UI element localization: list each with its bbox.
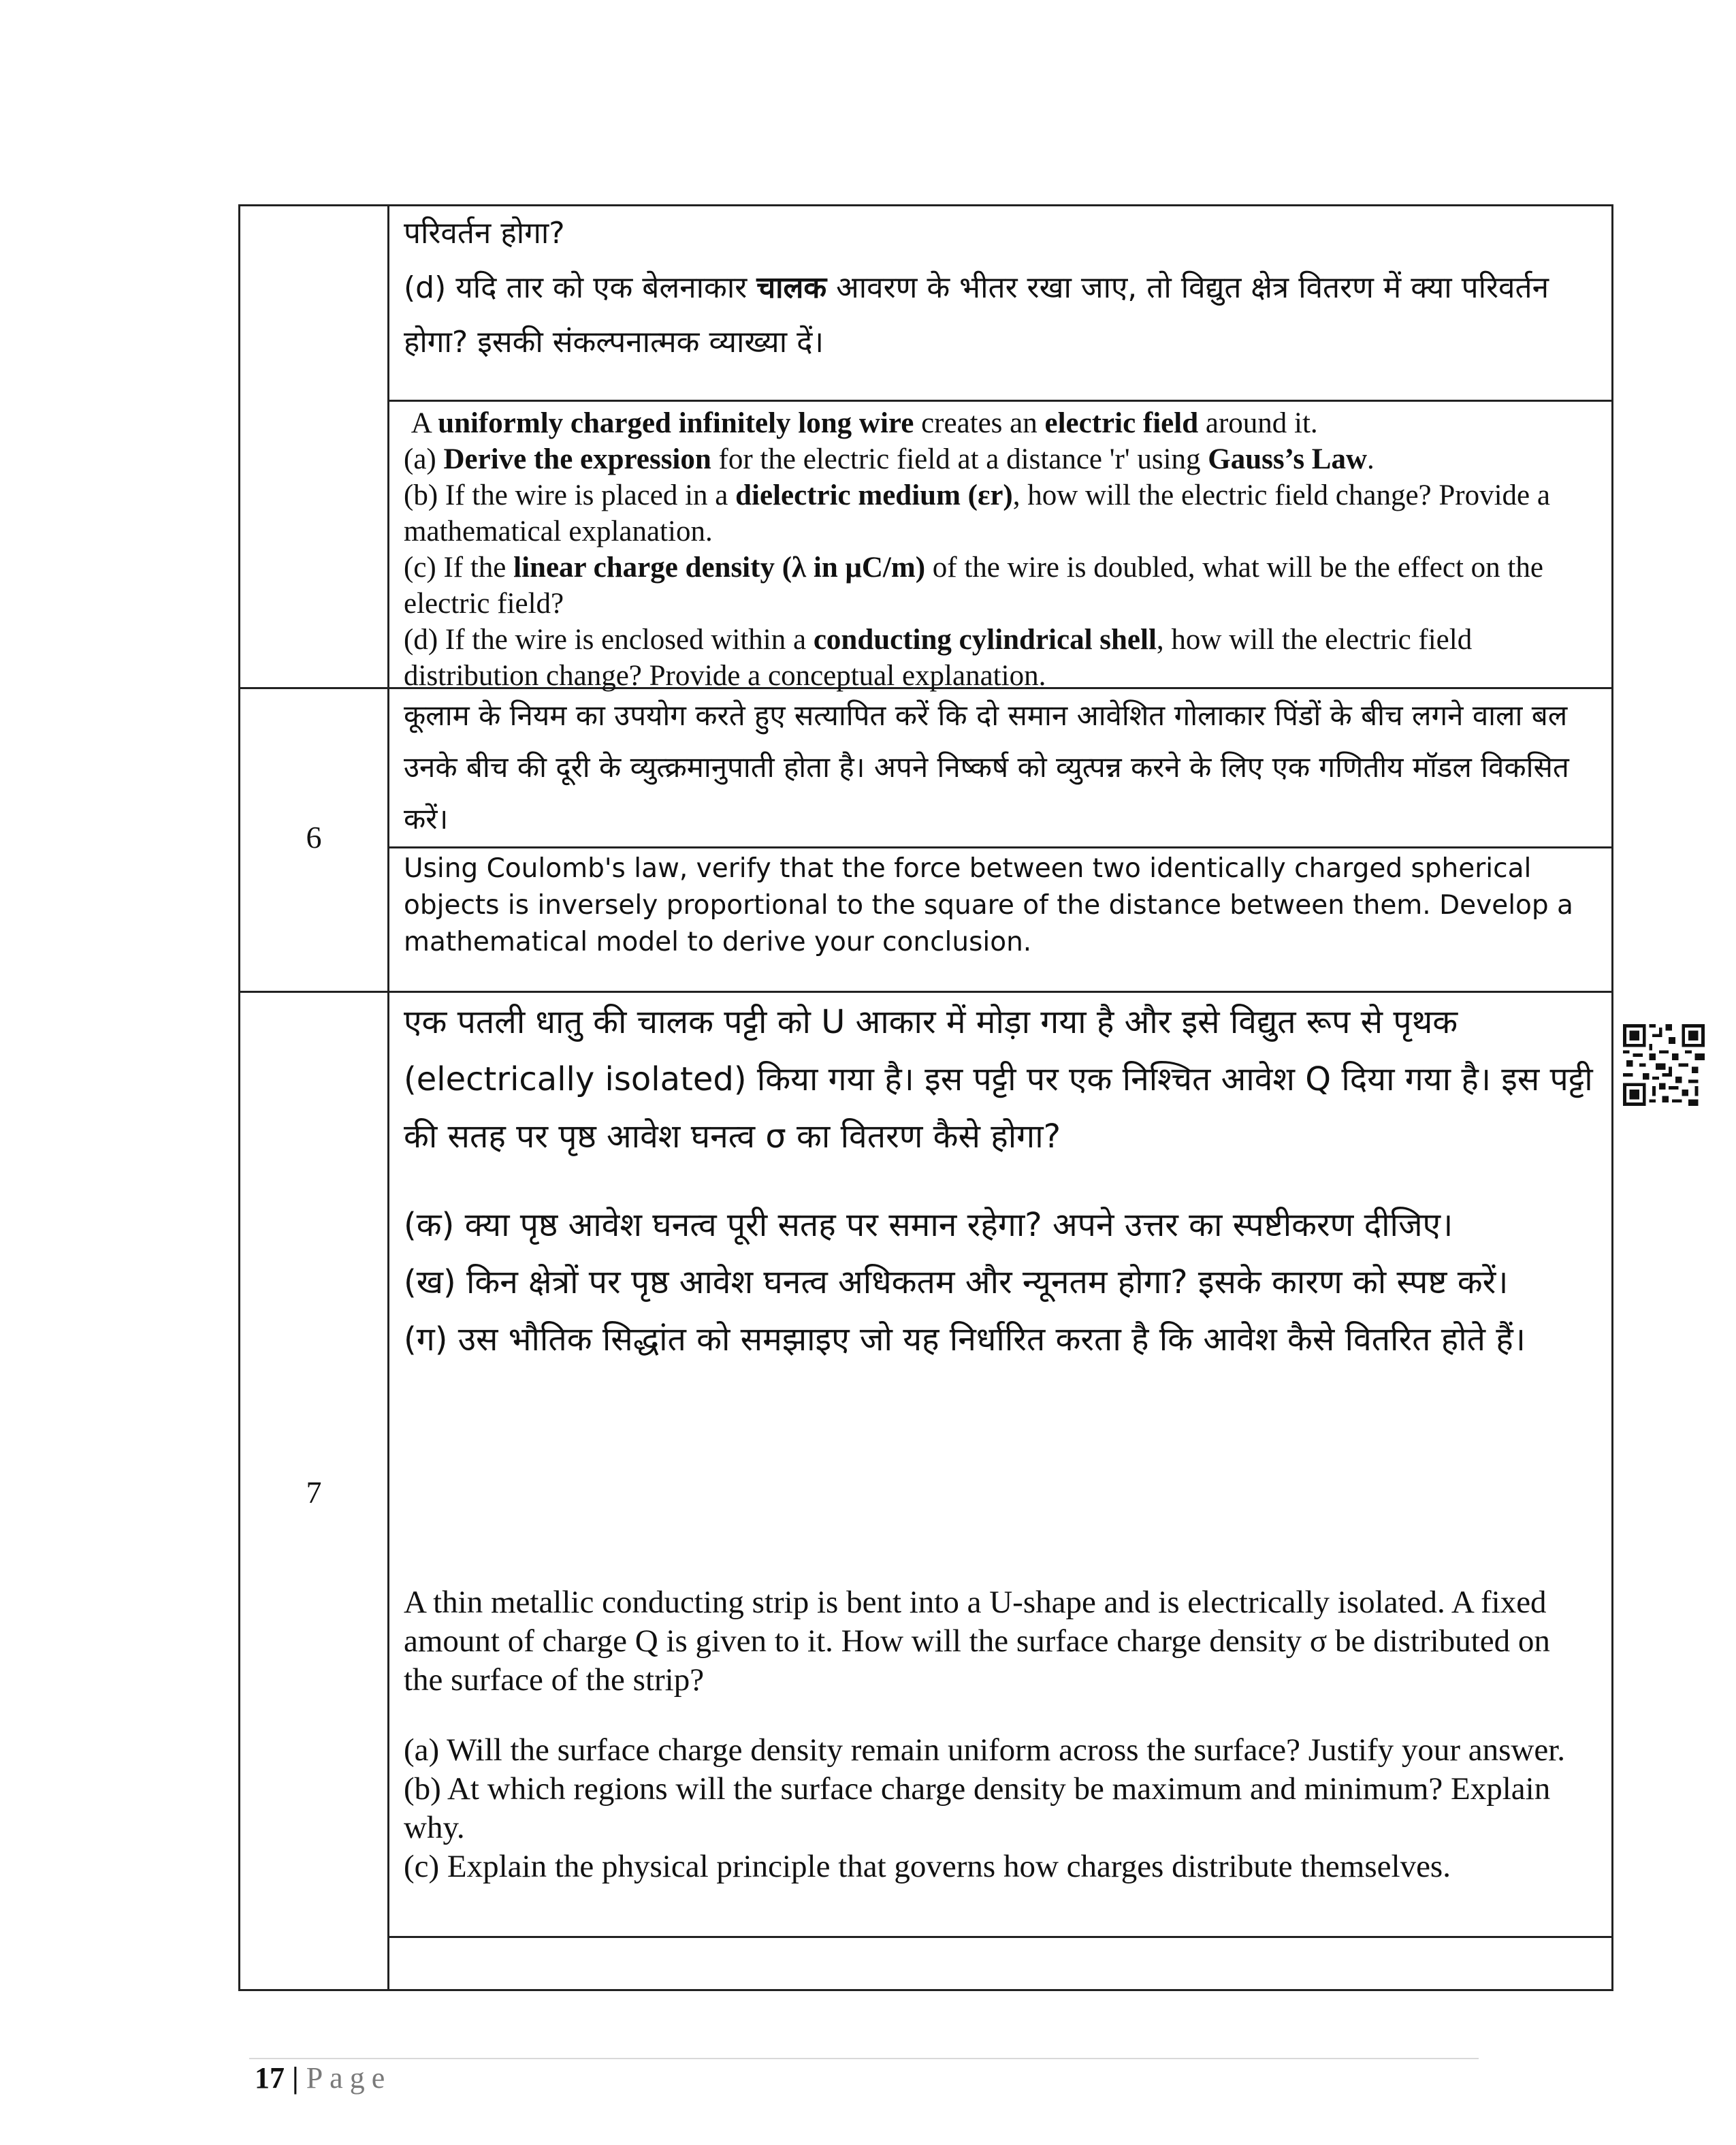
- q5-en-intro: [404, 405, 1595, 441]
- q7-hindi-cell: [404, 994, 1595, 1368]
- q6-english-text: Using Coulomb's law, verify that the force between two identically charged spherical objects is inversely proportional to the square of the distance between them. Develop a mathematical model to derive your conclusion.: [404, 853, 1573, 957]
- q5-en-a-b1: Derive the expression: [443, 443, 711, 475]
- q5-hindi-d-bold: चालक: [756, 270, 827, 305]
- q5-en-d-t1: (d) If the wire is enclosed within a: [404, 624, 814, 656]
- q7-english-cell: [404, 1583, 1595, 1886]
- row-divider-q6-q7: [240, 991, 1611, 993]
- q7-en-intro: A thin metallic conducting strip is bent into a U-shape and is electrically isolated. A fixed amount of charge Q is given to it. How will the surface charge density σ be distributed on the surface of the strip?: [404, 1585, 1550, 1698]
- q7-hindi-part-a: (क) क्या पृष्ठ आवेश घनत्व पूरी सतह पर समान रहेगा? अपने उत्तर का स्पष्टीकरण दीजिए।: [404, 1206, 1453, 1244]
- q7-en-part-c: (c) Explain the physical principle that governs how charges distribute themselves.: [404, 1849, 1451, 1884]
- q5-en-c-b1: linear charge density (λ in μC/m): [513, 552, 926, 584]
- qr-code-icon: [1623, 1024, 1705, 1106]
- row-divider-q5-split: [387, 400, 1611, 402]
- row-divider-q7-end: [387, 1936, 1611, 1938]
- q5-en-part-b: [404, 477, 1595, 550]
- q5-en-intro-t3: around it.: [1198, 407, 1318, 439]
- page-number: 17: [255, 2061, 285, 2095]
- q5-en-intro-t2: creates an: [914, 407, 1045, 439]
- q5-hindi-d-rest: आवरण के भीतर रखा जाए, तो विद्युत क्षेत्र वितरण में क्या परिवर्तन होगा? इसकी संकल्पनात्मक व्याख्या दें।: [404, 270, 1549, 360]
- q5-en-d-t2: , how will the electric field distribution change? Provide a conceptual explanation.: [404, 624, 1473, 692]
- q5-hindi-part-d: [404, 261, 1595, 370]
- q7-hindi-part-c: (ग) उस भौतिक सिद्धांत को समझाइए जो यह निर्धारित करता है कि आवेश कैसे वितरित होते हैं।: [404, 1320, 1526, 1358]
- q5-en-b-t2: , how will the electric field change? Provide a mathematical explanation.: [404, 479, 1550, 547]
- question-number-7: 7: [306, 1475, 322, 1510]
- row-divider-q6-split: [387, 846, 1611, 848]
- q6-hindi-text: कूलाम के नियम का उपयोग करते हुए सत्यापित करें कि दो समान आवेशित गोलाकार पिंडों के बीच लगने वाला बल उनके बीच की दूरी के व्युत्क्रमानुपाती होता है। अपने निष्कर्ष को व्युत्पन्न करने के लिए एक गणितीय मॉडल विकसित करें।: [404, 699, 1569, 836]
- q5-hindi-line1: परिवर्तन होगा?: [404, 216, 565, 251]
- footer-divider: [249, 2058, 1479, 2059]
- q5-en-c-t1: (c) If the: [404, 552, 514, 584]
- q5-en-a-t2: for the electric field at a distance 'r' using: [711, 443, 1208, 475]
- q7-hindi-intro: एक पतली धातु की चालक पट्टी को U आकार में मोड़ा गया है और इसे विद्युत रूप से पृथक (electrically isolated) किया गया है। इस पट्टी पर एक निश्चित आवेश Q दिया गया है। इस पट्टी की सतह पर पृष्ठ आवेश घनत्व σ का वितरण कैसे होगा?: [404, 1003, 1593, 1156]
- question-table: [238, 204, 1613, 1991]
- page-label: Page: [306, 2061, 392, 2095]
- q7-en-part-b: (b) At which regions will the surface charge density be maximum and minimum? Explain why.: [404, 1771, 1551, 1845]
- q6-hindi-cell: [404, 690, 1595, 845]
- q7-hindi-part-b: (ख) किन क्षेत्रों पर पृष्ठ आवेश घनत्व अधिकतम और न्यूनतम होगा? इसके कारण को स्पष्ट करें।: [404, 1263, 1509, 1301]
- q5-en-d-b1: conducting cylindrical shell: [813, 624, 1157, 656]
- q5-en-a-t1: (a): [404, 443, 444, 475]
- q5-english-cell: [404, 405, 1595, 694]
- question-number-6: 6: [306, 820, 322, 855]
- q5-en-a-b2: Gauss’s Law: [1208, 443, 1368, 475]
- q5-en-intro-b2: electric field: [1044, 407, 1199, 439]
- page-footer: [255, 2061, 391, 2095]
- q5-en-part-d: [404, 622, 1595, 694]
- q7-en-spacer: [404, 1700, 1595, 1731]
- q5-en-part-c: [404, 550, 1595, 622]
- q5-hindi-d-prefix: (d) यदि तार को एक बेलनाकार: [404, 270, 757, 305]
- q6-english-cell: [404, 851, 1595, 961]
- q5-en-a-t3: .: [1367, 443, 1375, 475]
- q7-en-part-a: (a) Will the surface charge density remain uniform across the surface? Justify your answer.: [404, 1732, 1566, 1768]
- q5-en-b-b1: dielectric medium (εr): [735, 479, 1013, 511]
- q5-en-c-t2: of the wire is doubled, what will be the effect on the electric field?: [404, 552, 1543, 620]
- q5-hindi-cell: [404, 206, 1595, 370]
- q5-en-b-t1: (b) If the wire is placed in a: [404, 479, 736, 511]
- footer-separator: |: [292, 2061, 299, 2095]
- q5-en-intro-b1: uniformly charged infinitely long wire: [438, 407, 914, 439]
- q5-en-part-a: [404, 441, 1595, 477]
- q7-hindi-spacer: [404, 1165, 1595, 1196]
- column-divider: [387, 206, 389, 1989]
- q5-en-intro-t1: A: [411, 407, 438, 439]
